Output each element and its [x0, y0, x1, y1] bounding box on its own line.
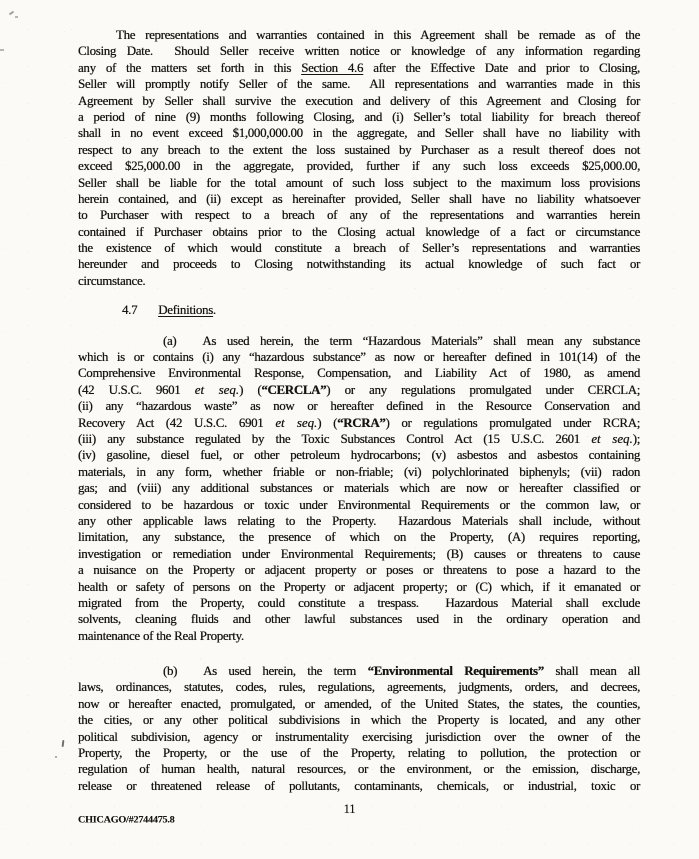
text-run: the cities, or any other political subdivisions in which the Property is located, and any other [78, 713, 640, 728]
text-run: et seq. [275, 415, 318, 430]
text-line [78, 93, 640, 109]
text-run: materials, in any form, whether friable or non-friable; (vi) polychlorinated biphenyls; (vii) radon [78, 464, 640, 479]
text-run: “Environmental Requirements” [367, 664, 544, 679]
text-run: hereunder and proceeds to Closing notwithstanding its actual knowledge of such fact or [78, 257, 640, 272]
text-run: ) ( [317, 415, 338, 430]
text-run: herein contained, and (ii) except as hereinafter provided, Seller shall have no liability whatsoever [78, 191, 640, 206]
text-run: (iii) any substance regulated by the Toxic Substances Control Act (15 U.S.C. 2601 [78, 431, 592, 446]
text-line [78, 365, 640, 381]
text-run: (42 U.S.C. 9601 [78, 382, 195, 397]
text-run: now or hereafter enacted, promulgated, or amended, of the United States, the states, the counties, [78, 696, 640, 711]
text-line [78, 447, 640, 463]
text-run: to Purchaser with respect to a breach of any of the representations and warranties herein [78, 208, 640, 223]
text-line [78, 142, 640, 158]
text-line [78, 579, 640, 595]
page-number: 11 [343, 802, 356, 816]
text-line [78, 712, 640, 728]
text-line [78, 497, 640, 513]
text-run: Agreement by Seller shall survive the execution and delivery of this Agreement and Closing for [78, 93, 640, 108]
tab-spacer [78, 313, 122, 314]
text-line [78, 273, 640, 289]
scan-artifact [0, 49, 4, 51]
document-body [78, 27, 640, 794]
text-run: (a) [163, 333, 177, 348]
text-line [78, 611, 640, 627]
text-run: ); [632, 431, 640, 446]
text-run: a period of nine (9) months following Closing, and (i) Seller’s total liability for breach thereof [78, 109, 640, 124]
opening-paragraph [78, 27, 640, 289]
text-line [78, 415, 640, 431]
text-line [78, 529, 640, 545]
scan-artifact [62, 740, 65, 747]
text-run: regulation of human health, natural resources, or the environment, or the emission, discharge, [78, 762, 640, 777]
text-run: limitation, any substance, the presence of which on the Property, (A) requires reporting, [78, 530, 640, 545]
text-line [78, 761, 640, 777]
text-run: gas; and (viii) any additional substances or materials which are now or hereafter classified or [78, 481, 640, 496]
text-line [78, 207, 640, 223]
text-line [78, 696, 640, 712]
text-line [78, 27, 640, 43]
text-line [78, 240, 640, 256]
tab-spacer [137, 313, 158, 314]
text-run: As used herein, the term “Hazardous Materials” shall mean any substance [202, 333, 640, 348]
text-line [78, 60, 640, 76]
text-line [78, 729, 640, 745]
scan-artifact [9, 11, 14, 16]
definition-paragraph-a [78, 333, 640, 644]
text-line [78, 464, 640, 480]
text-run: respect to any breach to the extent the loss sustained by Purchaser as a result thereof does not [78, 142, 640, 157]
text-run: investigation or remediation under Environmental Requirements; (B) causes or threatens to cause [78, 546, 640, 561]
text-run: Closing Date. Should Seller receive written notice or knowledge of any information regarding [78, 44, 640, 59]
text-run: The representations and warranties contained in this Agreement shall be remade as of the [116, 28, 640, 42]
text-run: circumstance. [78, 273, 146, 288]
text-run: ) ( [239, 382, 262, 397]
text-run: Definitions [158, 303, 213, 318]
text-line [78, 76, 640, 92]
text-run: migrated from the Property, could constitute a trespass. Hazardous Material shall exclude [78, 595, 640, 610]
text-run: As used herein, the term [203, 664, 368, 679]
text-line [78, 125, 640, 141]
text-line [78, 191, 640, 207]
text-run: et seq. [591, 431, 633, 446]
text-line [78, 778, 640, 794]
text-run: shall mean all [543, 664, 641, 679]
text-line [78, 256, 640, 272]
text-run: et seq. [194, 382, 240, 397]
text-line [78, 224, 640, 240]
text-run: Section 4.6 [301, 60, 364, 75]
text-run: health or safety of persons on the Property or adjacent property; or (C) which, if it emanated or [78, 579, 640, 594]
text-run: maintenance of the Real Property. [78, 628, 244, 643]
text-run: Comprehensive Environmental Response, Compensation, and Liability Act of 1980, as amend [78, 366, 640, 381]
text-run: a nuisance on the Property or adjacent property or poses or threatens to pose a hazard to the [78, 563, 640, 578]
text-line [78, 109, 640, 125]
scan-artifact [15, 16, 18, 18]
footer-document-ref: CHICAGO/#2744475.8 [78, 815, 175, 826]
scan-artifact [55, 756, 57, 758]
text-run: (b) [163, 664, 178, 679]
text-run: political subdivision, agency or instrumentality exercising jurisdiction over the owner of the [78, 729, 640, 744]
text-line [78, 546, 640, 562]
text-run: Seller will promptly notify Seller of the same. All representations and warranties made in this [78, 77, 640, 92]
text-run: shall in no event exceed $1,000,000.00 in the aggregate, and Seller shall have no liability with [78, 126, 640, 141]
text-run: “RCRA” [337, 415, 386, 430]
text-run: ) or any regulations promulgated under CERCLA; [326, 382, 640, 397]
text-run: 4.7 [122, 303, 138, 318]
text-run: exceed $25,000.00 in the aggregate, provided, further if any such loss exceeds $25,000.00, [78, 159, 640, 174]
tab-spacer [177, 674, 203, 675]
text-line [78, 333, 640, 349]
text-line [78, 679, 640, 695]
text-run: any other applicable laws relating to the Property. Hazardous Materials shall include, without [78, 513, 640, 528]
text-line [78, 562, 640, 578]
text-line [78, 349, 640, 365]
text-run: which is or contains (i) any “hazardous substance” as now or hereafter defined in 101(14) of the [78, 350, 640, 365]
text-line [78, 663, 640, 679]
section-4-7-heading [78, 302, 640, 318]
text-run: ) or regulations promulgated under RCRA; [385, 415, 640, 430]
text-run: solvents, cleaning fluids and other lawful substances used in the ordinary operation and [78, 612, 640, 627]
text-run: “CERCLA” [261, 382, 327, 397]
tab-spacer [78, 344, 163, 345]
text-run: considered to be hazardous or toxic under Environmental Requirements or the common law, or [78, 497, 640, 512]
text-line [78, 382, 640, 398]
text-run: Seller shall be liable for the total amount of such loss subject to the maximum loss provisions [78, 175, 640, 190]
text-line [78, 595, 640, 611]
text-run: the existence of which would constitute a breach of Seller’s representations and warranties [78, 241, 640, 256]
text-run: laws, ordinances, statutes, codes, rules, regulations, agreements, judgments, orders, and decrees, [78, 680, 640, 695]
text-run: Property, the Property, or the use of the Property, relating to pollution, the protection or [78, 746, 640, 761]
text-run: release or threatened release of pollutants, contaminants, chemicals, or industrial, toxic or [78, 778, 640, 793]
text-line [78, 745, 640, 761]
text-run: any of the matters set forth in this [78, 60, 302, 75]
text-line [78, 431, 640, 447]
text-line [78, 302, 640, 318]
text-line [78, 175, 640, 191]
text-run: after the Effective Date and prior to Closing, [363, 60, 640, 75]
tab-spacer [78, 674, 163, 675]
text-run: (ii) any “hazardous waste” as now or hereafter defined in the Resource Conservation and [78, 399, 640, 414]
tab-spacer [78, 38, 116, 39]
text-line [78, 628, 640, 644]
text-line [78, 480, 640, 496]
definition-paragraph-b [78, 663, 640, 794]
text-line [78, 398, 640, 414]
text-line [78, 43, 640, 59]
text-run: (iv) gasoline, diesel fuel, or other petroleum hydrocarbons; (v) asbestos and asbestos containing [78, 448, 640, 463]
text-run: Recovery Act (42 U.S.C. 6901 [78, 415, 276, 430]
text-run: . [212, 303, 216, 318]
text-line [78, 513, 640, 529]
text-line [78, 158, 640, 174]
tab-spacer [176, 344, 202, 345]
text-run: contained if Purchaser obtains prior to the Closing actual knowledge of a fact or circumstance [78, 224, 640, 239]
